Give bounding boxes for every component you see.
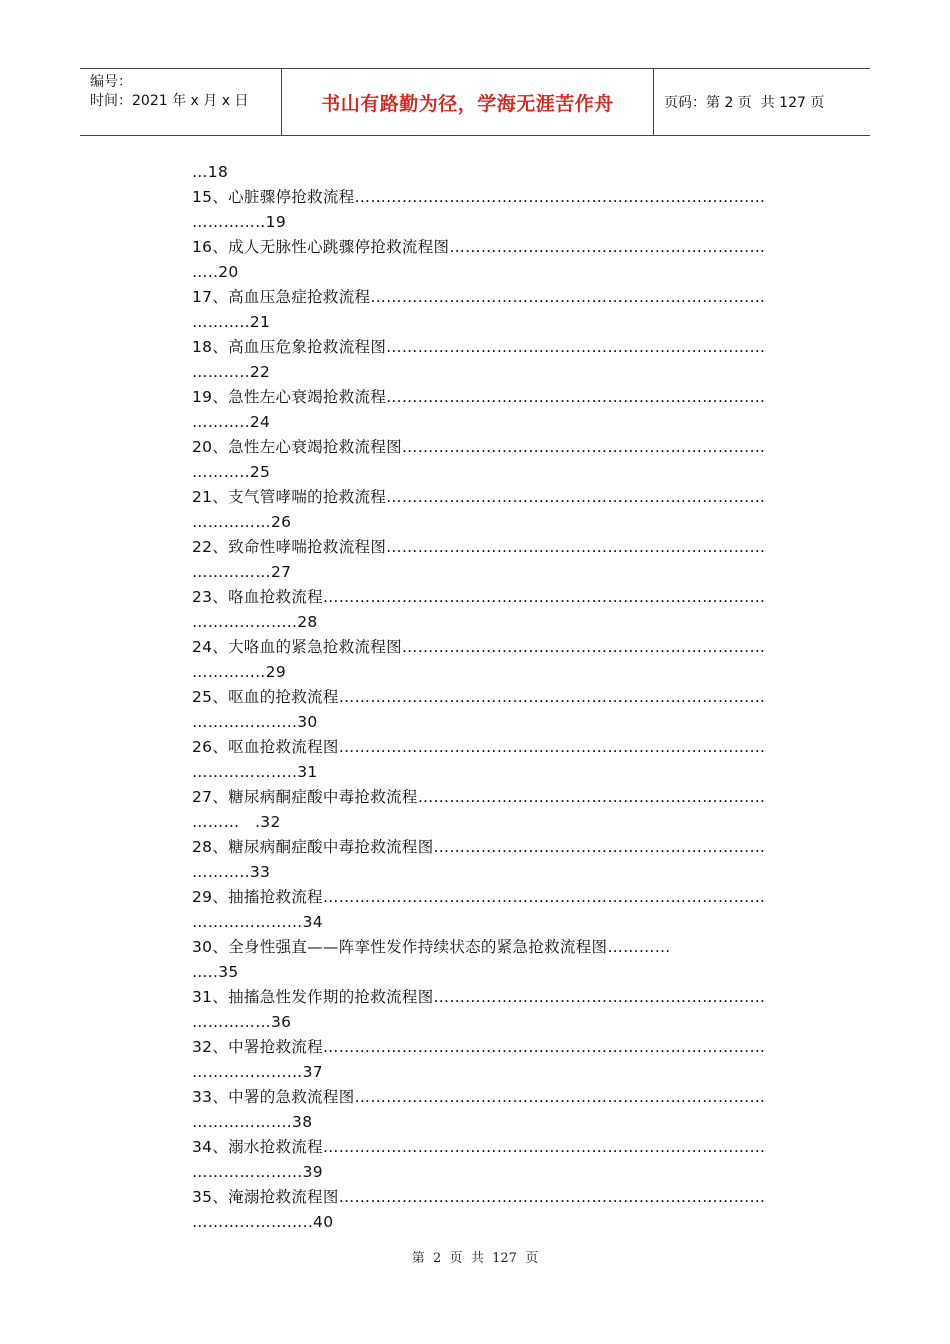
- toc-line: ………..25: [192, 463, 271, 481]
- header-page-info: 页码：第 2 页 共 127 页: [664, 95, 825, 111]
- toc-line: 29、抽搐抢救流程…………………………………………………………………………: [192, 888, 766, 906]
- page-footer: 第 2 页 共 127 页: [411, 1251, 539, 1266]
- toc-line: ……………27: [192, 563, 292, 581]
- toc-line: 15、心脏骤停抢救流程……………………………………………………………………: [192, 188, 766, 206]
- toc-line: 23、咯血抢救流程…………………………………………………………………………: [192, 588, 766, 606]
- toc-line: 20、急性左心衰竭抢救流程图……………………………………………………………: [192, 438, 766, 456]
- toc-line: 35、淹溺抢救流程图………………………………………………………………………: [192, 1188, 766, 1206]
- toc-line: ……… .32: [192, 813, 281, 831]
- toc-line: 28、糖尿病酮症酸中毒抢救流程图………………………………………………………: [192, 838, 766, 856]
- number-label: 编号：: [90, 74, 132, 90]
- toc-line: 32、中署抢救流程…………………………………………………………………………: [192, 1038, 766, 1056]
- toc-line: …………..29: [192, 663, 286, 681]
- toc-line: ……………36: [192, 1013, 292, 1031]
- toc-line: …18: [192, 163, 229, 181]
- toc-line: ……………26: [192, 513, 292, 531]
- toc-line: …..35: [192, 963, 239, 981]
- header-motto: 书山有路勤为径，学海无涯苦作舟: [282, 69, 654, 135]
- toc-line: 24、大咯血的紧急抢救流程图……………………………………………………………: [192, 638, 766, 656]
- toc-line: ………..22: [192, 363, 271, 381]
- toc-line: ………..33: [192, 863, 271, 881]
- toc-line: ………..24: [192, 413, 271, 431]
- toc-line: …………………34: [192, 913, 323, 931]
- toc-line: …………………..40: [192, 1213, 334, 1231]
- toc-line: ………………..30: [192, 713, 318, 731]
- header-meta: [80, 69, 282, 135]
- toc-line: 21、支气管哮喘的抢救流程………………………………………………………………: [192, 488, 766, 506]
- toc-line: ………..21: [192, 313, 271, 331]
- toc-line: 18、高血压危象抢救流程图………………………………………………………………: [192, 338, 766, 356]
- toc-line: 26、呕血抢救流程图………………………………………………………………………: [192, 738, 766, 756]
- toc-line: 25、呕血的抢救流程………………………………………………………………………: [192, 688, 766, 706]
- toc-line: ……………….38: [192, 1113, 313, 1131]
- toc-line: 33、中署的急救流程图……………………………………………………………………: [192, 1088, 766, 1106]
- toc-line: 16、成人无脉性心跳骤停抢救流程图……………………………………………………: [192, 238, 766, 256]
- toc-line: ………………..28: [192, 613, 318, 631]
- toc-line: …………………37: [192, 1063, 323, 1081]
- toc-line: …………………39: [192, 1163, 323, 1181]
- toc-line: 19、急性左心衰竭抢救流程………………………………………………………………: [192, 388, 766, 406]
- toc-line: 27、糖尿病酮症酸中毒抢救流程…………………………………………………………: [192, 788, 766, 806]
- toc-line: 22、致命性哮喘抢救流程图………………………………………………………………: [192, 538, 766, 556]
- toc-line: 31、抽搐急性发作期的抢救流程图………………………………………………………: [192, 988, 766, 1006]
- toc-line: 34、溺水抢救流程…………………………………………………………………………: [192, 1138, 766, 1156]
- toc-line: ………………..31: [192, 763, 318, 781]
- toc-line: …..20: [192, 263, 239, 281]
- toc-line: 17、高血压急症抢救流程…………………………………………………………………: [192, 288, 766, 306]
- document-header: [80, 68, 870, 136]
- table-of-contents: [192, 160, 812, 1235]
- time-label: 时间：2021 年 x 月 x 日: [90, 93, 249, 109]
- toc-line: 30、全身性强直——阵挛性发作持续状态的紧急抢救流程图…………: [192, 938, 671, 956]
- toc-line: …………..19: [192, 213, 286, 231]
